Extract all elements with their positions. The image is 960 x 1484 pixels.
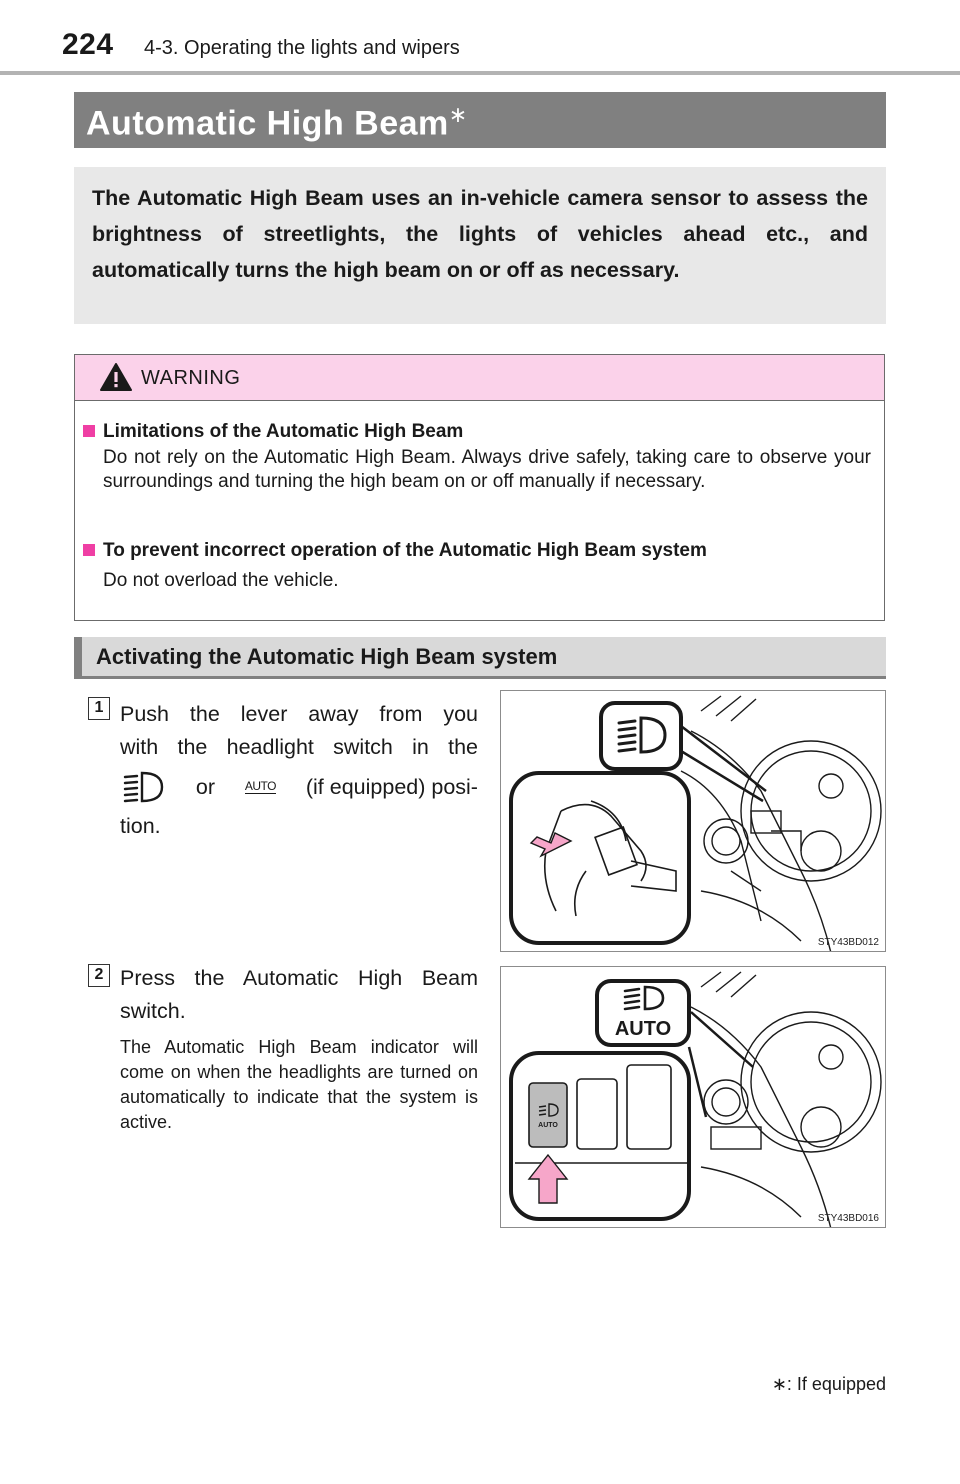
warning-item-body: Do not rely on the Automatic High Beam. Always drive safely, taking care to observe your surroundings and turning the high beam on or off manually if necessary.: [103, 447, 871, 492]
step-2-text: Press the Automatic High Beam switch.: [120, 966, 478, 1023]
page-title: [86, 102, 468, 143]
or-word: or: [195, 774, 215, 799]
warning-item-heading: Limitations of the Automatic High Beam: [83, 421, 463, 443]
step-2-note: The Automatic High Beam indicator will come on when the headlights are turned on automatically to indicate that the system is active.: [120, 1037, 478, 1132]
figure-code: STY43BD012: [817, 937, 879, 948]
footnote: [772, 1374, 886, 1395]
lever-illustration: [501, 691, 886, 952]
warning-header: [75, 355, 884, 401]
figure-auto-switch: [500, 966, 886, 1228]
section-breadcrumb: 4-3. Operating the lights and wipers: [144, 37, 460, 59]
warning-item-body: Do not overload the vehicle.: [103, 570, 339, 591]
bullet-square-icon: [83, 425, 95, 437]
warning-item-heading: To prevent incorrect operation of the Automatic High Beam system: [83, 540, 707, 562]
step-number: 1: [88, 697, 110, 720]
subsection-bar: [74, 637, 886, 679]
page-title-text: Automatic High Beam: [86, 104, 449, 143]
figure-code: STY43BD016: [817, 1213, 879, 1224]
if-equipped-marker: ∗: [448, 102, 468, 127]
footnote-text: : If equipped: [786, 1374, 886, 1394]
warning-box: [74, 354, 885, 621]
switch-illustration: [501, 967, 886, 1228]
headlight-icon: [122, 770, 166, 804]
intro-text: The Automatic High Beam uses an in-vehicle camera sensor to assess the brightness of streetlights, the lights of vehicles ahead etc., and automatically turns the high beam on or off as necessary.: [92, 186, 868, 282]
bullet-square-icon: [83, 544, 95, 556]
step-1-icon-line: or AUTO (if equipped) posi-: [120, 770, 478, 804]
page-number: 224: [62, 28, 114, 61]
auto-icon: AUTO: [244, 779, 276, 793]
footnote-marker: ∗: [771, 1374, 787, 1394]
intro-box: [74, 167, 886, 324]
header-divider: [0, 71, 960, 75]
figure-lever-push: [500, 690, 886, 952]
switch-auto-label: AUTO: [538, 1122, 558, 1129]
warning-label: WARNING: [141, 367, 241, 389]
page-title-bar: [74, 92, 886, 148]
step-number: 2: [88, 964, 110, 987]
subsection-title: Activating the Automatic High Beam system: [96, 644, 558, 669]
step-1-text: Push the lever away from you with the headlight switch in the or AUTO (if equipped) posi- tion.: [120, 702, 478, 838]
auto-callout-label: AUTO: [614, 1018, 672, 1040]
warning-triangle-icon: [99, 362, 133, 392]
